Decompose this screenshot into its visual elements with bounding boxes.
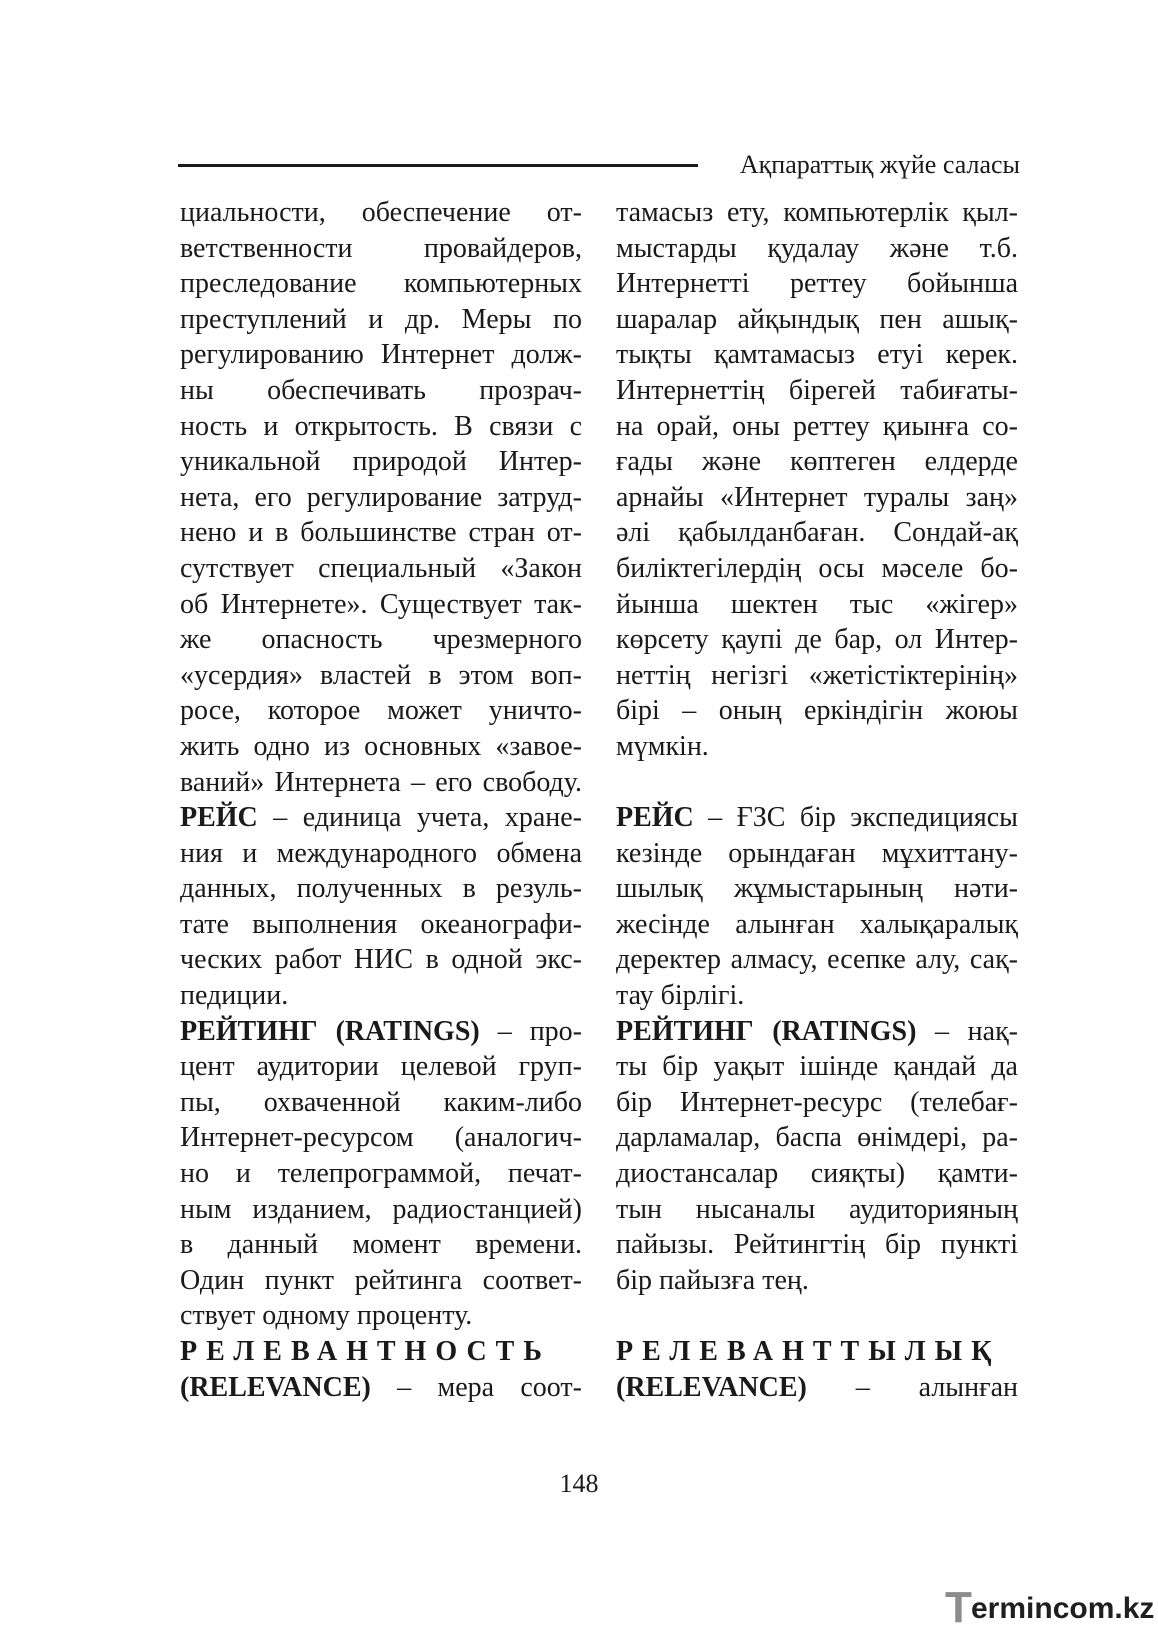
header-rule <box>178 164 698 167</box>
text-line: мыстарды қудалау және т.б. <box>616 232 1018 264</box>
entry-definition-start: – единица учета, хране- <box>257 802 582 834</box>
right-intro-paragraph <box>616 195 1018 800</box>
entry-definition-start: – алынған <box>806 1371 1018 1403</box>
text-line: уникальной природой Интер- <box>180 446 582 478</box>
text-line: на орай, оны реттеу қиынға со- <box>616 410 1018 442</box>
page-number: 148 <box>559 1469 599 1498</box>
text-line: цент аудитории целевой груп- <box>180 1051 582 1083</box>
text-line: ным изданием, радиостанцией) <box>180 1193 582 1225</box>
entry-definition-start: – нақ- <box>916 1015 1019 1047</box>
entry-term: РЕЙТИНГ (RATINGS) <box>180 1015 480 1047</box>
entry-term: РЕЙС <box>616 802 694 834</box>
entry-term: РЕЙТИНГ (RATINGS) <box>616 1015 917 1047</box>
right-column-kazakh <box>616 195 1018 1405</box>
text-line: пы, охваченной каким-либо <box>180 1086 582 1118</box>
text-line: пайызы. Рейтингтің бір пункті <box>616 1229 1018 1261</box>
text-line: шаралар айқындық пен ашық- <box>616 303 1018 335</box>
left-intro-paragraph <box>180 195 582 800</box>
text-line: тын нысаналы аудиторияның <box>616 1193 1018 1225</box>
text-line: циальности, обеспечение от- <box>180 197 582 228</box>
text-line: неттің негізгі «жетістіктерінің» <box>616 659 1018 691</box>
text-line: ваний» Интернета – его свободу. <box>180 766 582 798</box>
text-line: ны обеспечивать прозрач- <box>180 374 582 406</box>
text-line: же опасность чрезмерного <box>180 624 582 656</box>
entry-definition-start: – мера соот- <box>370 1371 582 1403</box>
text-line: ветственности провайдеров, <box>180 232 582 264</box>
entry-rating <box>616 1014 1018 1334</box>
watermark-text: ermincom.kz <box>971 1592 1155 1625</box>
entry-rating <box>180 1014 582 1334</box>
text-line: биліктегілердің осы мәселе бо- <box>616 552 1018 584</box>
entry-relevance <box>616 1334 1018 1405</box>
text-line: бірі – оның еркіндігін жоюы <box>616 695 1018 727</box>
text-line: тамасыз ету, компьютерлік қыл- <box>616 197 1018 228</box>
text-line: но и телепрограммой, печат- <box>180 1158 582 1190</box>
text-line: деректер алмасу, есепке алу, сақ- <box>616 944 1018 976</box>
text-line: Интернетті реттеу бойынша <box>616 268 1018 300</box>
text-line: «усердия» властей в этом воп- <box>180 659 582 691</box>
text-line: дарламалар, баспа өнімдері, ра- <box>616 1122 1018 1154</box>
text-line: регулированию Интернет долж- <box>180 339 582 371</box>
running-header <box>178 148 1020 182</box>
text-line: тықты қамтамасыз етуі керек. <box>616 339 1018 371</box>
text-line: ность и открытость. В связи с <box>180 410 582 442</box>
text-line: преследование компьютерных <box>180 268 582 300</box>
text-line: жесінде алынған халықаралық <box>616 908 1018 940</box>
text-line: жить одно из основных «завое- <box>180 730 582 762</box>
watermark-logo-letter: T <box>945 1583 972 1632</box>
text-line: нено и в большинстве стран от- <box>180 517 582 549</box>
entry-reys <box>616 800 1018 1014</box>
text-line: диостансалар сияқты) қамти- <box>616 1158 1018 1190</box>
entry-term: РЕЙС <box>180 802 258 834</box>
text-line: арнайы «Интернет туралы заң» <box>616 481 1018 513</box>
text-line: об Интернете». Существует так- <box>180 588 582 620</box>
text-line: данных, полученных в резуль- <box>180 873 582 905</box>
text-line: ческих работ НИС в одной экс- <box>180 944 582 976</box>
text-line: Один пункт рейтинга соответ- <box>180 1264 582 1296</box>
text-line: Интернеттің бірегей табиғаты- <box>616 374 1018 406</box>
text-line: Интернет-ресурсом (аналогич- <box>180 1122 582 1154</box>
entry-relevance <box>180 1334 582 1405</box>
text-line: бір пайызға тең. <box>616 1264 809 1296</box>
text-line: ния и международного обмена <box>180 837 582 869</box>
text-line: әлі қабылданбаған. Сондай-ақ <box>616 517 1018 549</box>
entry-reys <box>180 800 582 1014</box>
text-line: тате выполнения океанографи- <box>180 908 582 940</box>
entry-term-english: (RELEVANCE) <box>180 1371 371 1403</box>
text-line: ты бір уақыт ішінде қандай да <box>616 1051 1018 1083</box>
text-line: шылық жұмыстарының нәти- <box>616 873 1018 905</box>
text-line: кезінде орындаған мұхиттану- <box>616 837 1018 869</box>
text-line: бір Интернет-ресурс (телебағ- <box>616 1086 1018 1118</box>
text-line: мүмкін. <box>616 730 709 762</box>
entry-definition-start: – про- <box>479 1015 583 1047</box>
text-line: росе, которое может уничто- <box>180 695 582 727</box>
blank-line <box>616 1298 1018 1334</box>
entry-definition-start: – ҒЗС бір экспедициясы <box>693 802 1018 834</box>
text-line: йынша шектен тыс «жігер» <box>616 588 1018 620</box>
text-line: нета, его регулирование затруд- <box>180 481 582 513</box>
text-line: преступлений и др. Меры по <box>180 303 582 335</box>
text-line: педиции. <box>180 980 289 1012</box>
text-line: в данный момент времени. <box>180 1229 582 1261</box>
entry-term-english: (RELEVANCE) <box>616 1371 807 1403</box>
entry-term: РЕЛЕВАНТНОСТЬ <box>180 1336 551 1367</box>
text-line: ғады және көптеген елдерде <box>616 446 1018 478</box>
text-line: көрсету қаупі де бар, ол Интер- <box>616 624 1018 656</box>
blank-line <box>616 765 1018 801</box>
left-column-russian <box>180 195 582 1405</box>
text-line: ствует одному проценту. <box>180 1300 473 1332</box>
entry-term: РЕЛЕВАНТТЫЛЫҚ <box>616 1336 1001 1367</box>
termincom-watermark <box>945 1583 1155 1632</box>
text-line: сутствует специальный «Закон <box>180 552 582 584</box>
text-line: тау бірлігі. <box>616 980 745 1012</box>
header-title: Ақпараттық жүйе саласы <box>739 150 1020 179</box>
